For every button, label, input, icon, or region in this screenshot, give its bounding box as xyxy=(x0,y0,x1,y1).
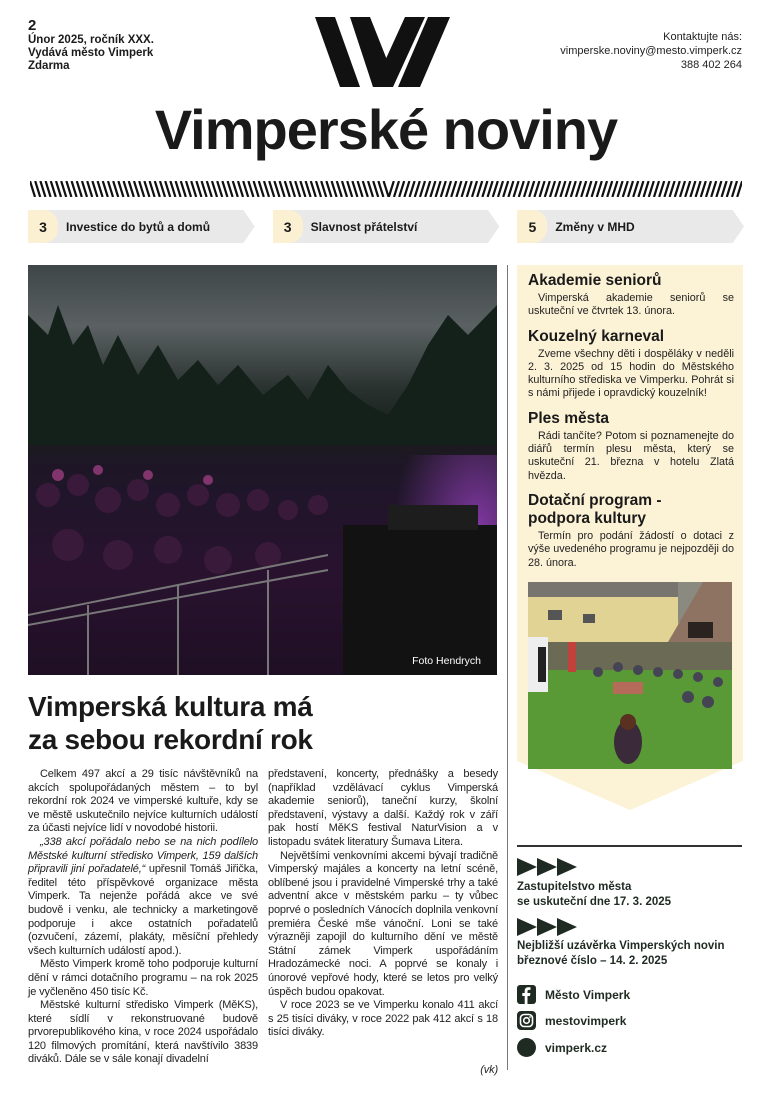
teaser-label: Změny v MHD xyxy=(555,219,635,234)
issue-number: 2 xyxy=(28,17,37,34)
hatch-stroke xyxy=(170,181,175,197)
hatch-stroke xyxy=(550,181,555,197)
hatch-stroke xyxy=(144,181,149,197)
hatch-stroke xyxy=(103,181,108,197)
hatch-stroke xyxy=(108,181,113,197)
vimperk-logo-icon xyxy=(315,17,455,87)
teaser-bar xyxy=(28,210,744,243)
hatch-stroke xyxy=(623,181,628,197)
hatch-stroke xyxy=(40,181,45,197)
hatch-stroke xyxy=(503,181,508,197)
sidebar-item-text: Vimperská akademie seniorů se uskuteční ve čtvrtek 13. února. xyxy=(528,292,734,318)
hatch-stroke xyxy=(196,181,201,197)
hatch-stroke xyxy=(722,181,727,197)
teaser-page-number: 5 xyxy=(517,210,547,243)
hatch-stroke xyxy=(77,181,82,197)
sidebar-item-text: Termín pro podání žádostí o dotaci z výše uvedeného programu je nejpozději do 28. února. xyxy=(528,529,734,569)
hatch-stroke xyxy=(191,181,196,197)
hatch-stroke xyxy=(139,181,144,197)
contact-label: Kontaktujte nás: xyxy=(663,31,742,43)
triple-arrow-icon xyxy=(517,858,581,876)
hatch-stroke xyxy=(488,181,493,197)
hatch-stroke xyxy=(311,181,316,197)
article-paragraph: představení, koncerty, přednášky a besedy (například vzdělávací cyklus Vimperská akademie seniorů), taneční kurzy, školní představení, výstavy a další. Každý rok v září pak hostí MěKS festival NaturVision a v listopadu svátek literatury Šumava Litera. xyxy=(268,768,498,848)
hatch-stroke xyxy=(555,181,560,197)
hatch-stroke xyxy=(264,181,269,197)
hatch-stroke xyxy=(181,181,186,197)
hatch-stroke xyxy=(337,181,342,197)
web-icon xyxy=(517,1038,536,1057)
sidebar-item-title: Ples města xyxy=(528,409,609,427)
hatch-stroke xyxy=(410,181,415,197)
hatch-stroke xyxy=(436,181,441,197)
social-facebook[interactable] xyxy=(517,985,630,1004)
hatch-stroke xyxy=(129,181,134,197)
hatch-stroke xyxy=(716,181,721,197)
hatch-stroke xyxy=(612,181,617,197)
hatch-stroke xyxy=(72,181,77,197)
teaser-page-number: 3 xyxy=(28,210,58,243)
contact-phone: 388 402 264 xyxy=(680,59,742,71)
issue-info xyxy=(28,18,154,73)
article-paragraph xyxy=(28,836,258,958)
headline-line-1: Vimperská kultura má xyxy=(28,691,313,722)
hatch-stroke xyxy=(150,181,155,197)
hatch-stroke xyxy=(326,181,331,197)
hatch-stroke xyxy=(321,181,326,197)
hatch-stroke xyxy=(118,181,123,197)
hatch-stroke xyxy=(659,181,664,197)
note-line: březnové číslo – 14. 2. 2025 xyxy=(517,955,668,967)
outdoor-event-photo xyxy=(528,582,732,769)
sidebar-content xyxy=(528,272,734,769)
hatch-stroke xyxy=(597,181,602,197)
article-paragraph: Městské kulturní středisko Vimperk (MěKS), které sídlí v rekonstruované budově prvorepublikového kina, v roce 2024 uspořádalo 120 filmových promítání, která navštívilo 3839 diváků. Dále se v sále konají divadelní xyxy=(28,999,258,1066)
article-text: upřesnil Tomáš Jiřička, ředitel této příspěvkové organizace města Vimperk. Ta nejenže pořádá akce ve své budově i venku, ale technicky a marketingově podporuje i akce ostatních pořadatelů (ozvučení, zázemí, plakáty, měsíční přehledy všech kulturních událostí apod.). xyxy=(28,863,259,957)
hatch-stroke xyxy=(477,181,482,197)
note-line: se uskuteční dne 17. 3. 2025 xyxy=(517,896,672,908)
hatch-stroke xyxy=(233,181,238,197)
note-deadline xyxy=(517,939,752,969)
hatch-stroke xyxy=(363,181,368,197)
hatch-stroke xyxy=(727,181,732,197)
hatch-stroke xyxy=(274,181,279,197)
hatch-stroke xyxy=(285,181,290,197)
hatch-stroke xyxy=(607,181,612,197)
hatch-stroke xyxy=(711,181,716,197)
article-paragraph: Celkem 497 akcí a 29 tisíc návštěvníků na akcích spolupořádaných městem – to byl rekordní rok 2024 ve vimperské kultuře, kdy se ve městě uskutečnilo nejvíce kulturních událostí za účasti nejvíce lidí v novodobé historii. xyxy=(28,768,258,835)
hatch-stroke xyxy=(358,181,363,197)
hatch-stroke xyxy=(165,181,170,197)
hatch-stroke xyxy=(415,181,420,197)
article-quote: „338 akcí pořádalo nebo se na nich podílelo Městské kulturní středisko Vimperk, 159 dalších připravili jiní pořadatelé,“ xyxy=(28,835,258,876)
social-instagram[interactable] xyxy=(517,1011,626,1030)
hatch-stroke xyxy=(441,181,446,197)
hatch-stroke xyxy=(113,181,118,197)
hatch-stroke xyxy=(30,181,35,197)
social-label: mestovimperk xyxy=(545,1013,627,1028)
sidebar-item-text: Zveme všechny děti i dospěláky v neděli 2. 3. 2025 od 15 hodin do Městského kulturního střediska ve Vimperku. Pohrát si s námi přijede i opravdický kouzelník! xyxy=(528,347,734,400)
price: Zdarma xyxy=(28,60,70,72)
sidebar-item-title: Akademie seniorů xyxy=(528,272,662,289)
hatch-stroke xyxy=(259,181,264,197)
hatch-stroke xyxy=(124,181,129,197)
teaser-item[interactable] xyxy=(28,210,255,243)
hatch-stroke xyxy=(519,181,524,197)
social-label: vimperk.cz xyxy=(545,1040,608,1055)
masthead-title: Vimperské noviny xyxy=(154,98,618,161)
article-paragraph: Město Vimperk kromě toho podporuje kulturní dění v rámci dotačního programu – na rok 2025 je vyčleněno 450 tisíc Kč. xyxy=(28,958,258,998)
hatch-stroke xyxy=(706,181,711,197)
article-column-2 xyxy=(268,768,498,1077)
hatch-stroke xyxy=(451,181,456,197)
hatch-stroke xyxy=(680,181,685,197)
hatch-stroke xyxy=(540,181,545,197)
hatch-stroke xyxy=(529,181,534,197)
hatch-stroke xyxy=(482,181,487,197)
publisher: Vydává město Vimperk xyxy=(28,47,154,59)
hatch-stroke xyxy=(92,181,97,197)
teaser-item[interactable] xyxy=(273,210,500,243)
hatch-stroke xyxy=(534,181,539,197)
hatch-stroke xyxy=(633,181,638,197)
hatch-stroke xyxy=(269,181,274,197)
hatch-stroke xyxy=(347,181,352,197)
hatch-stroke xyxy=(545,181,550,197)
hatch-stroke xyxy=(701,181,706,197)
hatch-stroke xyxy=(514,181,519,197)
sidebar-item xyxy=(528,272,734,319)
note-line: Zastupitelstvo města xyxy=(517,881,632,893)
hatch-stroke xyxy=(332,181,337,197)
social-label: Město Vimperk xyxy=(545,987,631,1002)
teaser-item[interactable] xyxy=(517,210,744,243)
hatch-stroke xyxy=(737,181,742,197)
teaser-page-number: 3 xyxy=(273,210,303,243)
hatch-stroke xyxy=(524,181,529,197)
article-paragraph: V roce 2023 se ve Vimperku konalo 411 akcí s 25 tisíci diváky, v roce 2022 pak 412 akcí s 18 tisíci diváky. xyxy=(268,999,498,1039)
headline-line-2: za sebou rekordní rok xyxy=(28,724,313,755)
hatch-stroke xyxy=(399,181,404,197)
hatch-stroke xyxy=(248,181,253,197)
hatch-stroke xyxy=(638,181,643,197)
instagram-icon xyxy=(517,1011,536,1030)
teaser-label: Investice do bytů a domů xyxy=(66,219,211,234)
article-headline xyxy=(28,690,498,756)
section-divider xyxy=(517,845,742,847)
social-web[interactable] xyxy=(517,1038,607,1057)
hatch-stroke xyxy=(696,181,701,197)
article-paragraph: Největšími venkovními akcemi bývají tradičně Vimperský majáles a koncerty na letní scéně, oblíbené jsou i pravidelné Vimperské trhy a také adventní akce v městském parku – ty vůbec poprvé o posledních Vánocích doplnila venkovní premiéra České mše vánoční. Loni se také výrazněji zapojil do kulturního dění ve městě Státní zámek Vimperk uspořádáním Hradozámecké noci. A poprvé se konaly i únorové vepřové hody, které se letos pro velký úspěch budou opakovat. xyxy=(268,849,498,998)
issue-date: Únor 2025, ročník XXX. xyxy=(28,34,154,46)
hatch-stroke xyxy=(498,181,503,197)
hatch-stroke xyxy=(675,181,680,197)
note-line: Nejbližší uzávěrka Vimperských novin xyxy=(517,940,725,952)
hatch-stroke xyxy=(316,181,321,197)
crowd-silhouettes xyxy=(28,445,497,675)
hatch-stroke xyxy=(217,181,222,197)
hatch-stroke xyxy=(664,181,669,197)
outdoor-scene xyxy=(528,582,732,769)
concert-photo xyxy=(28,265,497,675)
sidebar-item xyxy=(528,492,734,570)
hatch-stroke xyxy=(420,181,425,197)
hatch-stroke xyxy=(690,181,695,197)
hatch-stroke xyxy=(290,181,295,197)
facebook-icon xyxy=(517,985,536,1004)
hatch-stroke xyxy=(82,181,87,197)
hatch-stroke xyxy=(368,181,373,197)
hatch-stroke xyxy=(238,181,243,197)
hatch-stroke xyxy=(51,181,56,197)
hatch-stroke xyxy=(160,181,165,197)
hatch-stroke xyxy=(644,181,649,197)
hatch-stroke xyxy=(186,181,191,197)
hatch-stroke xyxy=(456,181,461,197)
hatch-stroke xyxy=(98,181,103,197)
hatch-stroke xyxy=(352,181,357,197)
hatch-stroke xyxy=(430,181,435,197)
hatch-stroke xyxy=(176,181,181,197)
photo-credit: Foto Hendrych xyxy=(412,655,481,667)
hatch-stroke xyxy=(61,181,66,197)
hatch-stroke xyxy=(493,181,498,197)
hatch-stroke xyxy=(228,181,233,197)
hatch-stroke xyxy=(508,181,513,197)
hatch-stroke xyxy=(425,181,430,197)
hatch-stroke xyxy=(618,181,623,197)
note-council-meeting xyxy=(517,880,752,910)
hatch-stroke xyxy=(134,181,139,197)
contact-email[interactable]: vimperske.noviny@mesto.vimperk.cz xyxy=(560,45,742,57)
hatch-stroke xyxy=(586,181,591,197)
hatch-stroke xyxy=(394,181,399,197)
hatch-stroke xyxy=(685,181,690,197)
hatched-divider xyxy=(30,181,742,197)
hatch-stroke xyxy=(342,181,347,197)
hatch-stroke xyxy=(46,181,51,197)
sidebar-item xyxy=(528,410,734,483)
hatch-stroke xyxy=(446,181,451,197)
hatch-stroke xyxy=(295,181,300,197)
tree-silhouettes xyxy=(28,305,497,455)
hatch-stroke xyxy=(732,181,737,197)
hatch-stroke xyxy=(35,181,40,197)
hatch-stroke xyxy=(202,181,207,197)
contact-info xyxy=(560,30,742,72)
article-column-1 xyxy=(28,768,258,1067)
hatch-stroke xyxy=(212,181,217,197)
sidebar-item-title: Kouzelný karneval xyxy=(528,327,665,345)
hatch-stroke xyxy=(467,181,472,197)
author-signature: (vk) xyxy=(480,1063,498,1076)
hatch-stroke xyxy=(87,181,92,197)
hatch-stroke xyxy=(654,181,659,197)
hatch-stroke xyxy=(404,181,409,197)
hatch-stroke xyxy=(300,181,305,197)
sidebar-item-title: Dotační program - podpora kultury xyxy=(528,491,662,527)
hatch-stroke xyxy=(602,181,607,197)
hatch-stroke xyxy=(670,181,675,197)
hatch-stroke xyxy=(576,181,581,197)
hatch-stroke xyxy=(207,181,212,197)
hatch-stroke xyxy=(280,181,285,197)
sidebar-item xyxy=(528,328,734,401)
hatch-stroke xyxy=(560,181,565,197)
teaser-label: Slavnost přátelství xyxy=(310,219,418,234)
hatch-stroke xyxy=(378,181,383,197)
triple-arrow-icon xyxy=(517,918,581,936)
hatch-stroke xyxy=(628,181,633,197)
hatch-stroke xyxy=(56,181,61,197)
hatch-stroke xyxy=(571,181,576,197)
hatch-stroke xyxy=(389,181,394,197)
hatch-stroke xyxy=(581,181,586,197)
hatch-stroke xyxy=(462,181,467,197)
hatch-stroke xyxy=(306,181,311,197)
hatch-stroke xyxy=(254,181,259,197)
hatch-stroke xyxy=(373,181,378,197)
sidebar-item-text: Rádi tančíte? Potom si poznamenejte do diářů termín plesu města, který se uskuteční 21. března v hotelu Zlatá hvězda. xyxy=(528,429,734,482)
hatch-stroke xyxy=(66,181,71,197)
hatch-stroke xyxy=(243,181,248,197)
column-divider xyxy=(507,265,508,1070)
hatch-stroke xyxy=(155,181,160,197)
hatch-stroke xyxy=(649,181,654,197)
hatch-stroke xyxy=(472,181,477,197)
hatch-stroke xyxy=(222,181,227,197)
hatch-stroke xyxy=(592,181,597,197)
hatch-stroke xyxy=(384,181,389,197)
hatch-stroke xyxy=(566,181,571,197)
